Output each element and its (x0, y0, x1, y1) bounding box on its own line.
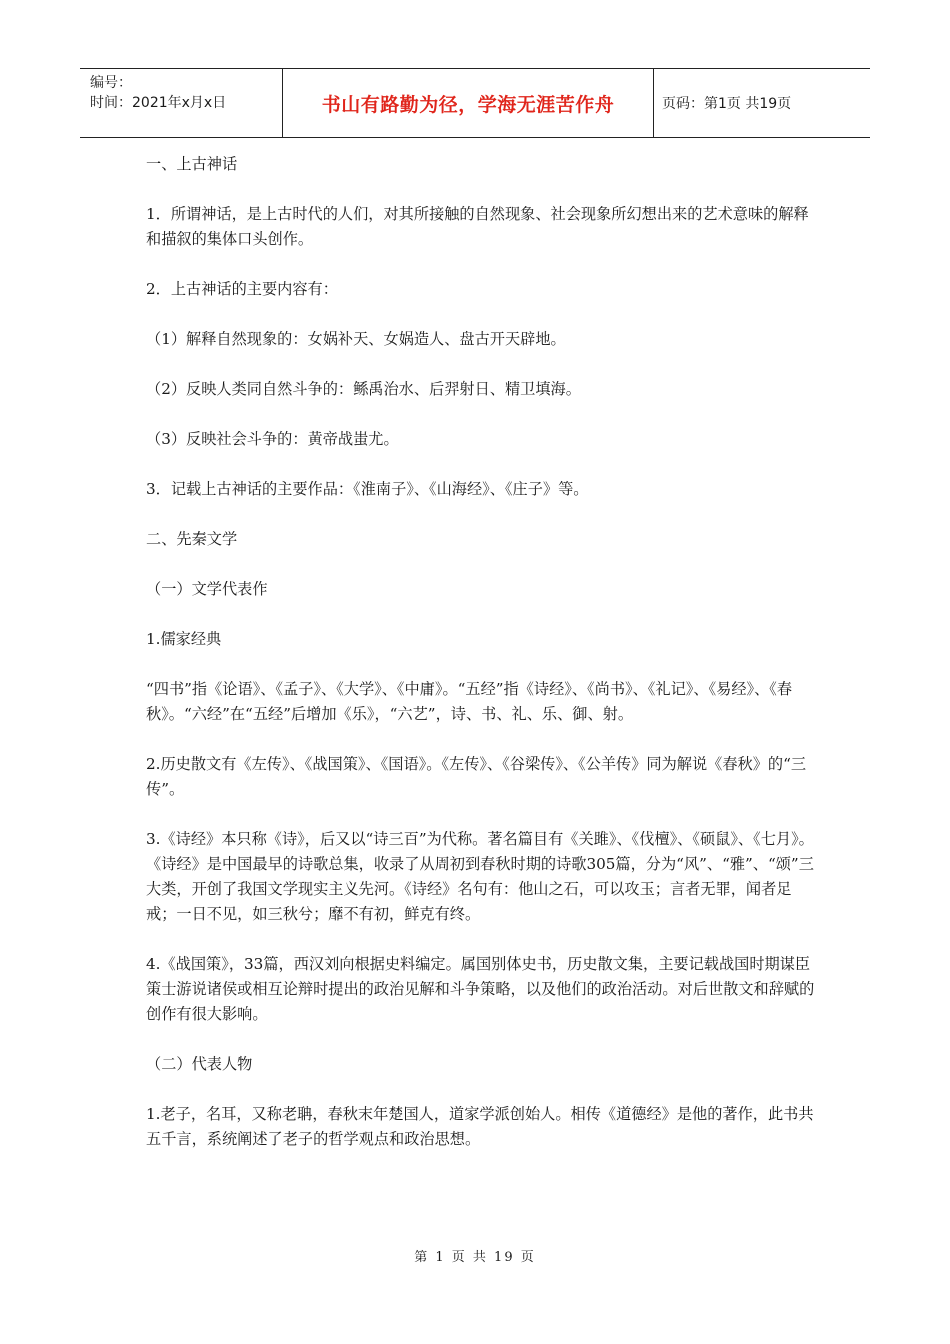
paragraph-myth-works: 3．记载上古神话的主要作品：《淮南子》、《山海经》、《庄子》等。 (146, 480, 589, 498)
header-motto: 书山有路勤为径，学海无涯苦作舟 (283, 69, 654, 137)
header-meta (80, 69, 283, 137)
header-page-label: 页码：第1页 共19页 (662, 96, 792, 112)
document-header (80, 68, 870, 138)
number-label: 编号： (90, 75, 132, 91)
section-heading-myths: 一、上古神话 (146, 155, 238, 173)
paragraph-zhanguoce: 4.《战国策》，33篇，西汉刘向根据史料编定。属国别体史书，历史散文集，主要记载战国时期谋臣策士游说诸侯或相互论辩时提出的政治见解和斗争策略，以及他们的政治活动。对后世散文和辞赋的创作有很大影响。 (146, 955, 815, 1023)
paragraph-myth-struggle-nature: （2）反映人类同自然斗争的：鲧禹治水、后羿射日、精卫填海。 (146, 380, 581, 398)
paragraph-shijing: 3.《诗经》本只称《诗》，后又以“诗三百”为代称。著名篇目有《关雎》、《伐檀》、《硕鼠》、《七月》。《诗经》是中国最早的诗歌总集，收录了从周初到春秋时期的诗歌305篇，分为“风”、“雅”、“颂”三大类，开创了我国文学现实主义先河。《诗经》名句有：他山之石，可以攻玉；言者无罪，闻者足戒；一日不见，如三秋兮；靡不有初，鲜克有终。 (146, 830, 814, 923)
paragraph-historical-prose: 2.历史散文有《左传》、《战国策》、《国语》。《左传》、《谷梁传》、《公羊传》同为解说《春秋》的“三传”。 (146, 755, 807, 798)
subsection-heading-works: （一）文学代表作 (146, 580, 268, 598)
paragraph-classics: “四书”指《论语》、《孟子》、《大学》、《中庸》。“五经”指《诗经》、《尚书》、《礼记》、《易经》、《春秋》。“六经”在“五经”后增加《乐》，“六艺”，诗、书、礼、乐、御、射。 (146, 680, 793, 723)
paragraph-myth-definition: 1．所谓神话，是上古时代的人们，对其所接触的自然现象、社会现象所幻想出来的艺术意味的解释和描叙的集体口头创作。 (146, 205, 809, 248)
section-heading-pre-qin: 二、先秦文学 (146, 530, 238, 548)
paragraph-myth-contents: 2．上古神话的主要内容有： (146, 280, 338, 298)
document-body (146, 152, 818, 1177)
time-label: 时间：2021年x月x日 (90, 95, 227, 111)
paragraph-myth-struggle-society: （3）反映社会斗争的：黄帝战蚩尤。 (146, 430, 399, 448)
subsection-heading-figures: （二）代表人物 (146, 1055, 253, 1073)
paragraph-laozi: 1.老子，名耳，又称老聃，春秋末年楚国人，道家学派创始人。相传《道德经》是他的著作，此书共五千言，系统阐述了老子的哲学观点和政治思想。 (146, 1105, 814, 1148)
item-heading-confucian: 1.儒家经典 (146, 630, 222, 648)
page-footer: 第 1 页 共 19 页 (414, 1250, 536, 1265)
paragraph-myth-nature: （1）解释自然现象的：女娲补天、女娲造人、盘古开天辟地。 (146, 330, 566, 348)
